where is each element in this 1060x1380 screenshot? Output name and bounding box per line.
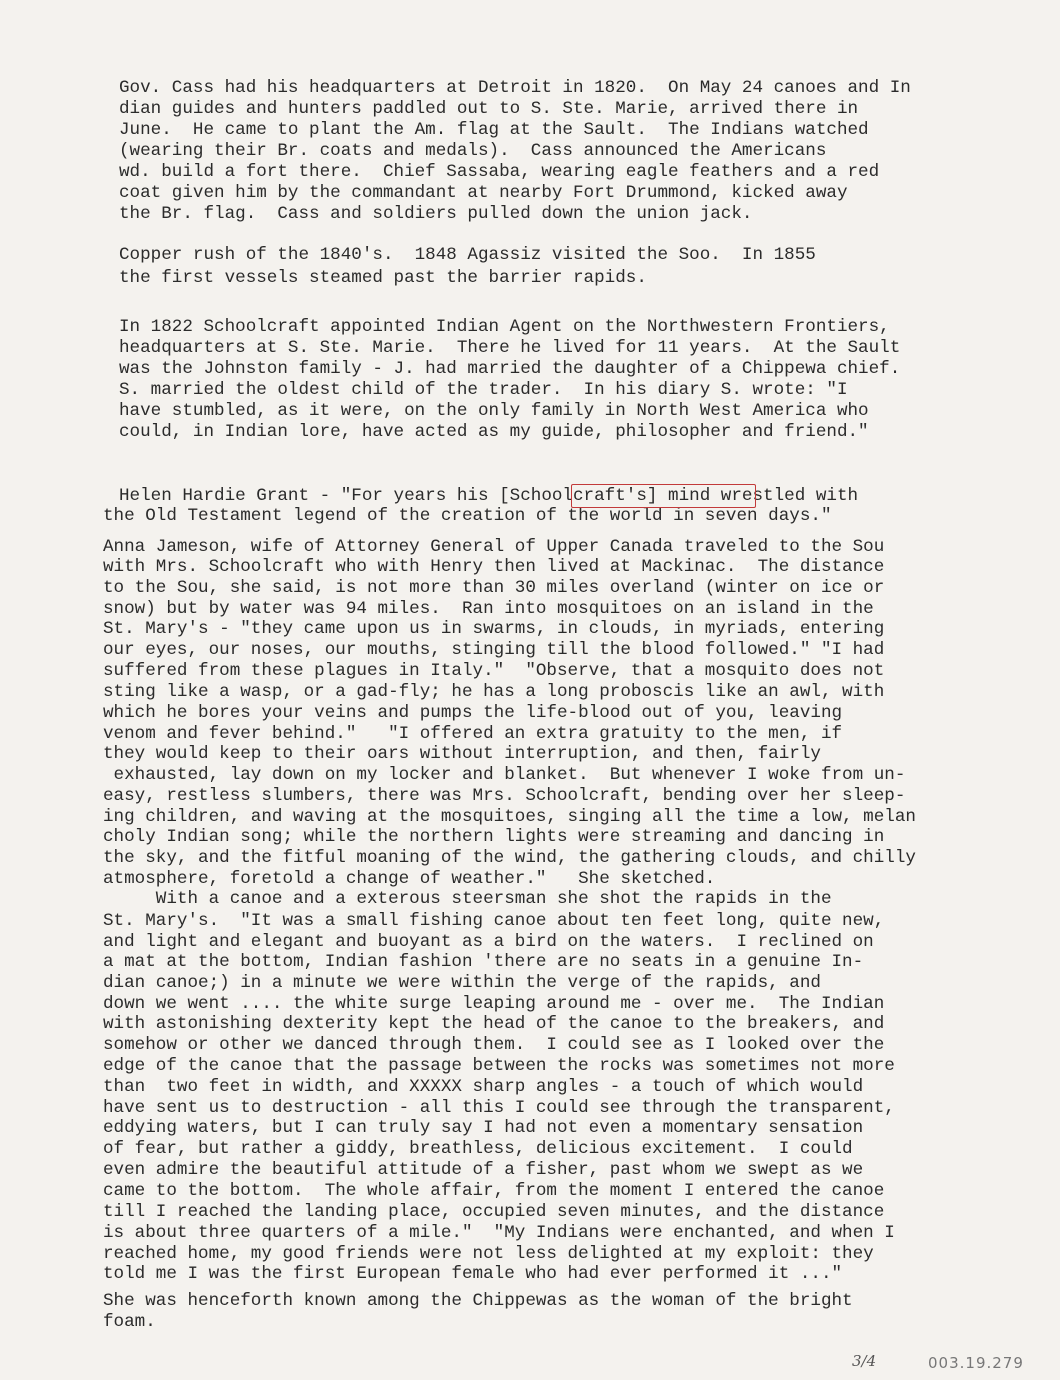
p1-line-7: the Br. flag. Cass and soldiers pulled down the union jack. (119, 204, 753, 224)
p5-line-36: told me I was the first European female who had ever performed it ..." (103, 1264, 843, 1284)
p5-line-8: sting like a wasp, or a gad-fly; he has a long proboscis like an awl, with (103, 682, 885, 702)
p5-line-25: somehow or other we danced through them. I could see as I looked over the (103, 1035, 885, 1055)
p5-line-7: suffered from these plagues in Italy." "Observe, that a mosquito does not (103, 661, 885, 681)
p5-line-2: with Mrs. Schoolcraft who with Henry then lived at Mackinac. The distance (103, 557, 885, 577)
p5-line-22: dian canoe;) in a minute we were within the verge of the rapids, and (103, 973, 821, 993)
red-bracket-mark (571, 484, 756, 508)
p5-line-19: St. Mary's. "It was a small fishing canoe about ten feet long, quite new, (103, 911, 885, 931)
p5-line-28: have sent us to destruction - all this I could see through the transparent, (103, 1098, 895, 1118)
p3-line-4: S. married the oldest child of the trader. In his diary S. wrote: "I (119, 380, 848, 400)
p3-line-5: have stumbled, as it were, on the only family in North West America who (119, 401, 869, 421)
p1-line-2: dian guides and hunters paddled out to S. Ste. Marie, arrived there in (119, 99, 859, 119)
p5-line-30: of fear, but rather a giddy, breathless, delicious excitement. I could (103, 1139, 853, 1159)
p5-line-29: eddying waters, but I can truly say I had not even a momentary sensation (103, 1118, 864, 1138)
p5-line-20: and light and elegant and buoyant as a bird on the waters. I reclined on (103, 932, 874, 952)
p2-line-1: Copper rush of the 1840's. 1848 Agassiz visited the Soo. In 1855 (119, 245, 816, 265)
p5-line-35: reached home, my good friends were not less delighted at my exploit: they (103, 1244, 874, 1264)
p1-line-4: (wearing their Br. coats and medals). Cass announced the Americans (119, 141, 827, 161)
p5-line-1: Anna Jameson, wife of Attorney General of Upper Canada traveled to the Sou (103, 537, 885, 557)
p4-line-1: Helen Hardie Grant - "For years his [Schoolcraft's] mind wrestled with (119, 486, 859, 506)
p5-line-6: our eyes, our noses, our mouths, stinging till the blood followed." "I had (103, 640, 885, 660)
p5-line-27: than two feet in width, and XXXXX sharp angles - a touch of which would (103, 1077, 864, 1097)
page-number: 3/4 (852, 1352, 877, 1370)
p5-line-9: which he bores your veins and pumps the life-blood out of you, leaving (103, 703, 843, 723)
p5-line-13: easy, restless slumbers, there was Mrs. Schoolcraft, bending over her sleep- (103, 786, 906, 806)
p5-line-12: exhausted, lay down on my locker and blanket. But whenever I woke from un- (103, 765, 906, 785)
p5-line-10: venom and fever behind." "I offered an extra gratuity to the men, if (103, 724, 843, 744)
p1-line-5: wd. build a fort there. Chief Sassaba, wearing eagle feathers and a red (119, 162, 880, 182)
p1-line-1: Gov. Cass had his headquarters at Detroit in 1820. On May 24 canoes and In (119, 78, 911, 98)
p5-line-16: the sky, and the fitful moaning of the wind, the gathering clouds, and chilly (103, 848, 916, 868)
p5-line-31: even admire the beautiful attitude of a fisher, past whom we swept as we (103, 1160, 864, 1180)
p5-line-5: St. Mary's - "they came upon us in swarms, in clouds, in myriads, entering (103, 619, 885, 639)
p1-line-3: June. He came to plant the Am. flag at the Sault. The Indians watched (119, 120, 869, 140)
p5-line-24: with astonishing dexterity kept the head of the canoe to the breakers, and (103, 1014, 885, 1034)
catalog-number: 003.19.279 (928, 1354, 1024, 1372)
p3-line-1: In 1822 Schoolcraft appointed Indian Agent on the Northwestern Frontiers, (119, 317, 890, 337)
p5-line-32: came to the bottom. The whole affair, from the moment I entered the canoe (103, 1181, 885, 1201)
p5-line-15: choly Indian song; while the northern lights were streaming and dancing in (103, 827, 885, 847)
bleed-through-1 (520, 224, 616, 244)
p5-line-26: edge of the canoe that the passage between the rocks was sometimes not more (103, 1056, 895, 1076)
p5-line-14: ing children, and waving at the mosquitoes, singing all the time a low, melan (103, 807, 916, 827)
p5-line-18: With a canoe and a exterous steersman she shot the rapids in the (103, 889, 832, 909)
p3-line-2: headquarters at S. Ste. Marie. There he lived for 11 years. At the Sault (119, 338, 901, 358)
p4-line-2: the Old Testament legend of the creation of the world in seven days." (103, 506, 832, 526)
p1-line-6: coat given him by the commandant at nearby Fort Drummond, kicked away (119, 183, 848, 203)
p5-line-34: is about three quarters of a mile." "My Indians were enchanted, and when I (103, 1223, 895, 1243)
p6-line-2: foam. (103, 1312, 156, 1332)
p5-line-17: atmosphere, foretold a change of weather." She sketched. (103, 869, 716, 889)
p3-line-6: could, in Indian lore, have acted as my guide, philosopher and friend." (119, 422, 869, 442)
p5-line-33: till I reached the landing place, occupied seven minutes, and the distance (103, 1202, 885, 1222)
p5-line-23: down we went .... the white surge leaping around me - over me. The Indian (103, 994, 885, 1014)
p3-line-3: was the Johnston family - J. had married the daughter of a Chippewa chief. (119, 359, 901, 379)
p2-line-2: the first vessels steamed past the barrier rapids. (119, 268, 647, 288)
p5-line-11: they would keep to their oars without interruption, and then, fairly (103, 744, 821, 764)
p6-line-1: She was henceforth known among the Chippewas as the woman of the bright (103, 1291, 853, 1311)
p5-line-4: snow) but by water was 94 miles. Ran into mosquitoes on an island in the (103, 599, 874, 619)
p5-line-21: a mat at the bottom, Indian fashion 'there are no seats in a genuine In- (103, 952, 864, 972)
p5-line-3: to the Sou, she said, is not more than 30 miles overland (winter on ice or (103, 578, 885, 598)
